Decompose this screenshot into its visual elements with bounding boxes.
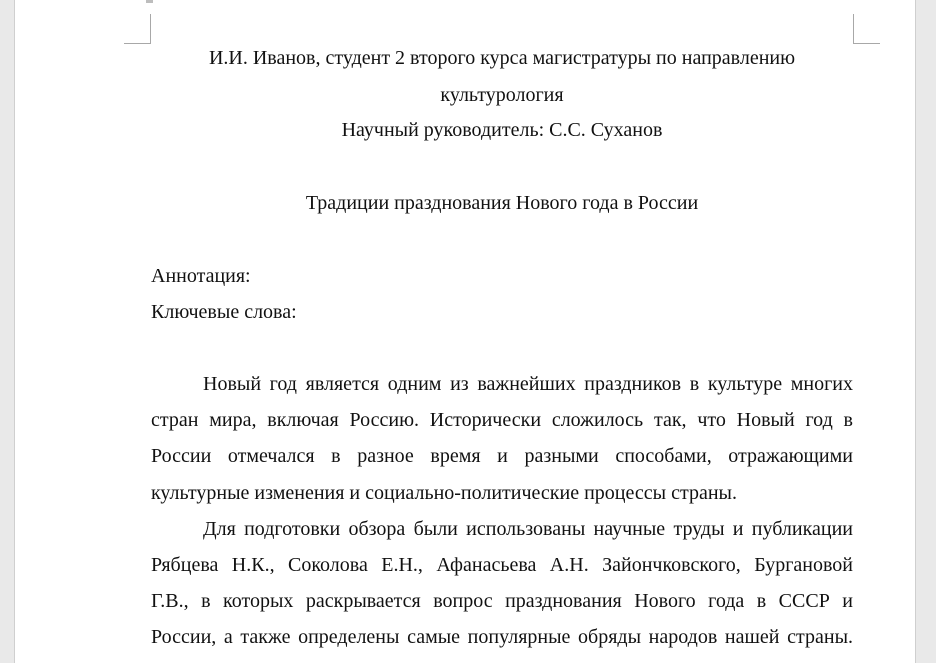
ruler-tick [146, 0, 153, 3]
keywords-label: Ключевые слова: [151, 301, 297, 323]
paragraph-2-line: Рябцева Н.К., Соколова Е.Н., Афанасьева А.Н. Зайончковского, Бургановой [151, 554, 853, 576]
document-title: Традиции празднования Нового года в России [305, 192, 699, 214]
paragraph-2-line: России, а также определены самые популярные обряды народов нашей страны. [151, 626, 853, 648]
author-line: И.И. Иванов, студент 2 второго курса магистратуры по направлению [208, 47, 796, 69]
crop-mark-top-right [853, 14, 880, 44]
paragraph-1-line: культурные изменения и социально-политические процессы страны. [151, 482, 737, 504]
crop-mark-top-left [124, 14, 151, 44]
paragraph-2-line: Для подготовки обзора были использованы научные труды и публикации [203, 518, 853, 540]
supervisor-line: Научный руководитель: С.С. Суханов [341, 119, 663, 141]
paragraph-1-line: Новый год является одним из важнейших праздников в культуре многих [203, 373, 853, 395]
annotation-label: Аннотация: [151, 265, 251, 287]
paragraph-2-line: Г.В., в которых раскрывается вопрос празднования Нового года в СССР и [151, 590, 853, 612]
paragraph-1-line: стран мира, включая Россию. Исторически сложилось так, что Новый год в [151, 409, 853, 431]
author-line-continued: культурология [440, 84, 564, 106]
document-page [14, 0, 916, 663]
paragraph-1-line: России отмечался в разное время и разными способами, отражающими [151, 445, 853, 467]
